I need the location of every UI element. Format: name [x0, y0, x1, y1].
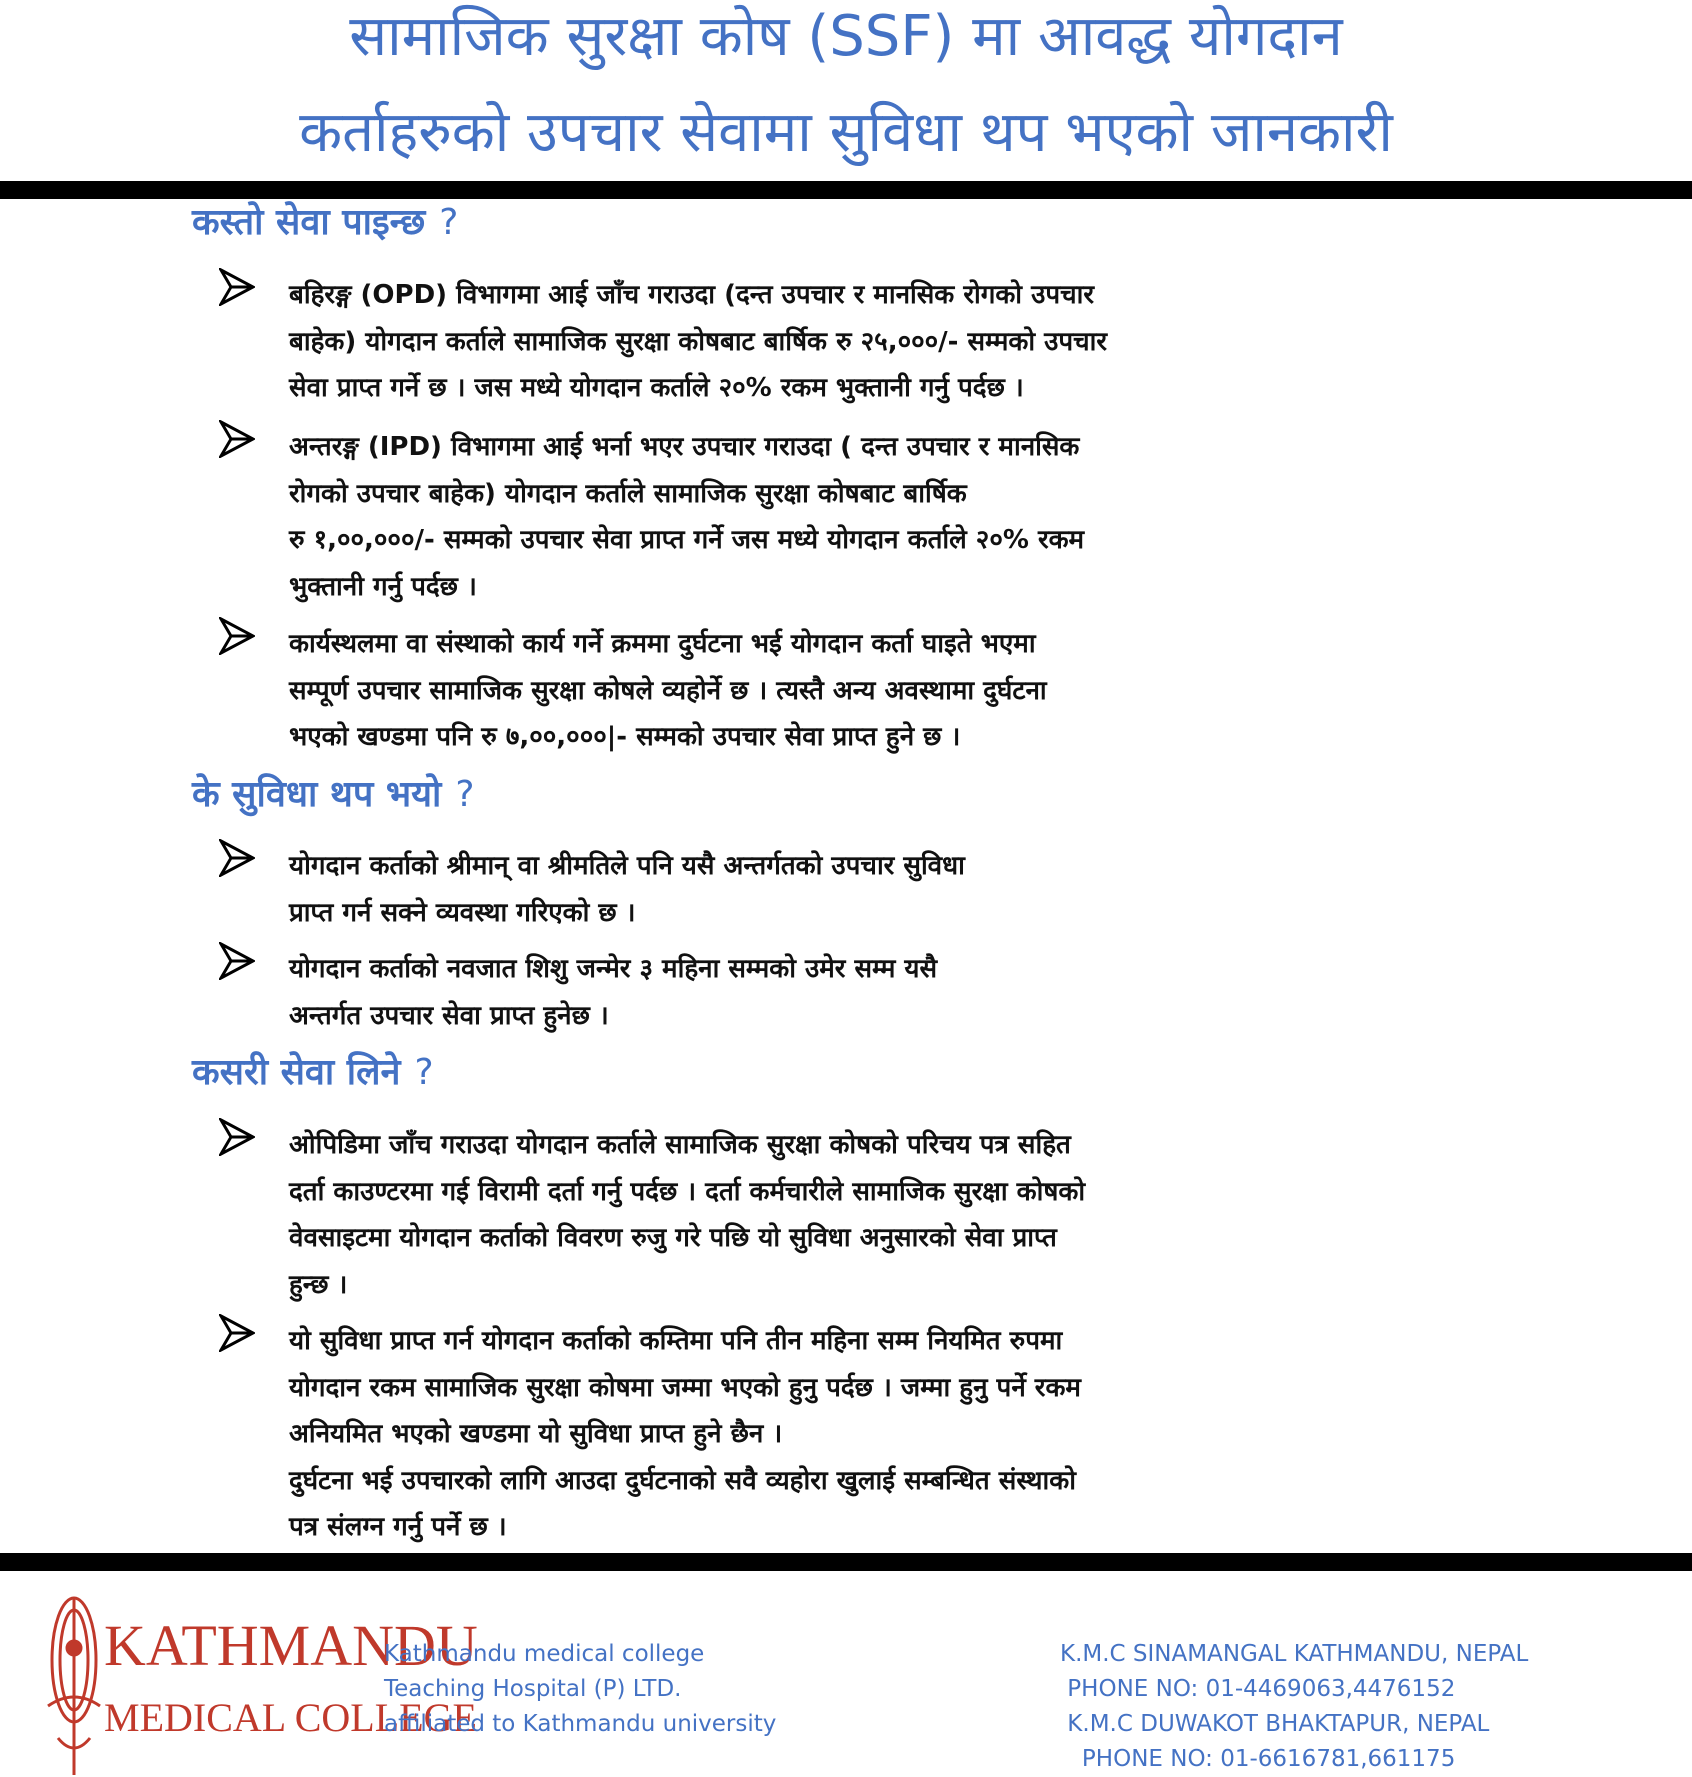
title-line-1: सामाजिक सुरक्षा कोष (SSF) मा आवद्ध योगदान [349, 4, 1343, 69]
college-info-line: Teaching Hospital (P) LTD. [384, 1676, 682, 1702]
arrow-bullet-icon [219, 1118, 255, 1156]
top-divider [0, 181, 1692, 199]
arrow-bullet-icon [219, 268, 255, 306]
list-item-text: अन्तरङ्ग (IPD) विभागमा आई भर्ना भएर उपचार गराउदा ( दन्त उपचार र मानसिक रोगको उपचार बाहेक) योगदान कर्ताले सामाजिक सुरक्षा कोषबाट बार्षिक रु १,००,०००/- सम्मको उपचार सेवा प्राप्त गर्ने जस मध्ये योगदान कर्ताले २०% रकम भुक्तानी गर्नु पर्दछ । [289, 432, 1085, 602]
arrow-bullet-icon [219, 839, 255, 877]
section-heading-how-to-get [192, 1048, 434, 1098]
college-logo-subtitle: MEDICAL COLLEGE [104, 1695, 477, 1740]
college-info-line: Kathmandu medical college [384, 1641, 705, 1667]
bottom-divider [0, 1553, 1692, 1571]
contact-line: K.M.C SINAMANGAL KATHMANDU, NEPAL [1060, 1641, 1529, 1667]
arrow-bullet-icon [219, 942, 255, 980]
question-mark: ? [439, 202, 459, 243]
contact-line: K.M.C DUWAKOT BHAKTAPUR, NEPAL [1060, 1711, 1490, 1737]
college-info [384, 1637, 776, 1742]
arrow-bullet-icon [219, 1314, 255, 1352]
section-heading-text: कस्तो सेवा पाइन्छ [192, 202, 426, 243]
arrow-bullet-icon [219, 420, 255, 458]
college-logo-name: KATHMANDU [104, 1613, 478, 1678]
section-heading-what-added [192, 770, 474, 820]
section-heading-what-service [192, 198, 458, 248]
list-item-text: योगदान कर्ताको श्रीमान् वा श्रीमतिले पनि यसै अन्तर्गतको उपचार सुविधा प्राप्त गर्न सक्ने व्यवस्था गरिएको छ । [289, 851, 965, 928]
list-item-text: कार्यस्थलमा वा संस्थाको कार्य गर्ने क्रममा दुर्घटना भई योगदान कर्ता घाइते भएमा सम्पूर्ण उपचार सामाजिक सुरक्षा कोषले व्यहोर्ने छ । त्यस्तै अन्य अवस्थामा दुर्घटना भएको खण्डमा पनि रु ७,००,०००|- सम्मको उपचार सेवा प्राप्त हुने छ । [289, 629, 1047, 752]
section-heading-text: के सुविधा थप भयो [192, 774, 442, 815]
arrow-bullet-icon [219, 617, 255, 655]
list-item-text: बहिरङ्ग (OPD) विभागमा आई जाँच गराउदा (दन्त उपचार र मानसिक रोगको उपचार बाहेक) योगदान कर्ताले सामाजिक सुरक्षा कोषबाट बार्षिक रु २५,०००/- सम्मको उपचार सेवा प्राप्त गर्ने छ । जस मध्ये योगदान कर्ताले २०% रकम भुक्तानी गर्नु पर्दछ । [289, 280, 1108, 403]
contact-line: PHONE NO: 01-4469063,4476152 [1060, 1676, 1456, 1702]
section-heading-text: कसरी सेवा लिने [192, 1052, 401, 1093]
question-mark: ? [455, 774, 475, 815]
contact-line: PHONE NO: 01-6616781,661175 [1060, 1746, 1456, 1772]
title-line-2: कर्ताहरुको उपचार सेवामा सुविधा थप भएको जानकारी [299, 100, 1393, 165]
list-item-text: ओपिडिमा जाँच गराउदा योगदान कर्ताले सामाजिक सुरक्षा कोषको परिचय पत्र सहित दर्ता काउण्टरमा गई विरामी दर्ता गर्नु पर्दछ । दर्ता कर्मचारीले सामाजिक सुरक्षा कोषको वेवसाइटमा योगदान कर्ताको विवरण रुजु गरे पछि यो सुविधा अनुसारको सेवा प्राप्त हुन्छ । [289, 1130, 1086, 1300]
contact-info [1060, 1637, 1528, 1777]
list-item-text: योगदान कर्ताको नवजात शिशु जन्मेर ३ महिना सम्मको उमेर सम्म यसै अन्तर्गत उपचार सेवा प्राप्त हुनेछ । [289, 954, 938, 1031]
college-info-line: affiliated to Kathmandu university [384, 1711, 777, 1737]
question-mark: ? [414, 1052, 434, 1093]
list-item-text: यो सुविधा प्राप्त गर्न योगदान कर्ताको कम्तिमा पनि तीन महिना सम्म नियमित रुपमा योगदान रकम सामाजिक सुरक्षा कोषमा जम्मा भएको हुनु पर्दछ । जम्मा हुनु पर्ने रकम अनियमित भएको खण्डमा यो सुविधा प्राप्त हुने छैन । दुर्घटना भई उपचारको लागि आउदा दुर्घटनाको सवै व्यहोरा खुलाई सम्बन्धित संस्थाको पत्र संलग्न गर्नु पर्ने छ । [289, 1326, 1081, 1542]
